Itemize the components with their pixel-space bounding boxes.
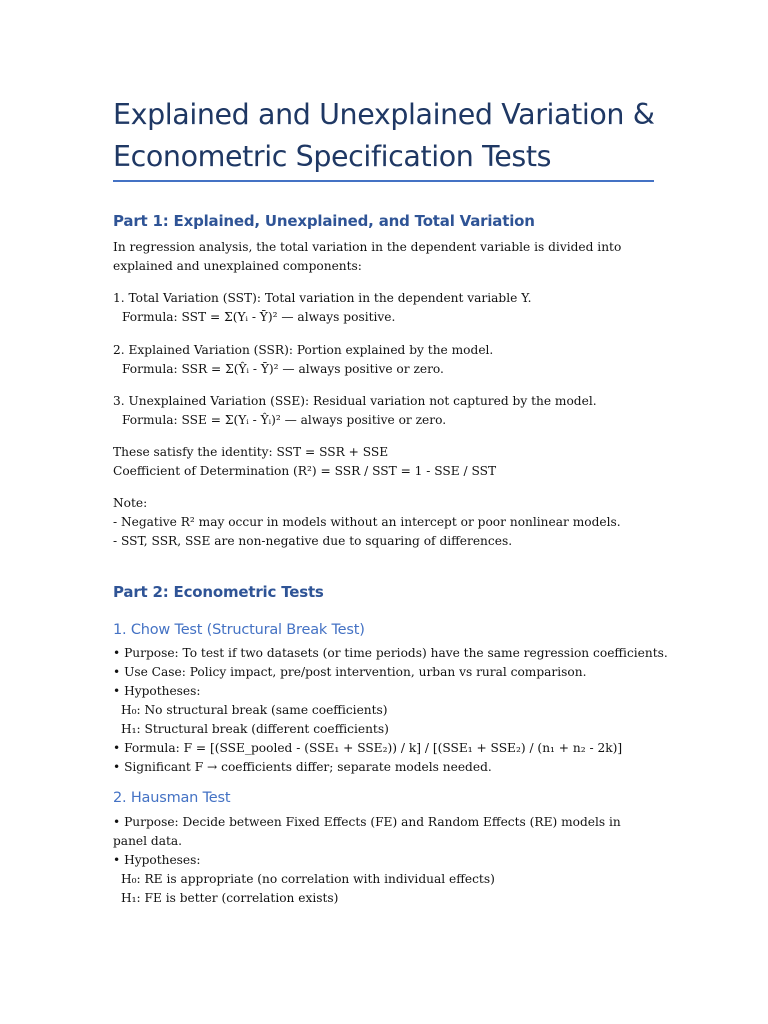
item-title: 3. Unexplained Variation (SSE): Residual variation not captured by the model. <box>113 394 597 408</box>
hausman-hypotheses-label: • Hypotheses: <box>113 853 201 867</box>
note-line: - SST, SSR, SSE are non-negative due to squaring of differences. <box>113 534 513 548</box>
title-line: Explained and Unexplained Variation & <box>113 98 655 131</box>
identity-block <box>113 443 658 481</box>
chow-conclusion: • Significant F → coefficients differ; separate models needed. <box>113 760 492 774</box>
intro-paragraph: In regression analysis, the total variation in the dependent variable is divided into explained and unexplained components: <box>113 240 622 273</box>
document-title <box>113 94 658 178</box>
hausman-alt-hypothesis: H₁: FE is better (correlation exists) <box>121 891 339 905</box>
chow-use-case: • Use Case: Policy impact, pre/post intervention, urban vs rural comparison. <box>113 665 587 679</box>
variation-item-ssr <box>113 341 658 379</box>
hausman-test-body <box>113 813 658 908</box>
r-squared-line: Coefficient of Determination (R²) = SSR / SST = 1 - SSE / SST <box>113 464 497 478</box>
hausman-purpose: • Purpose: Decide between Fixed Effects (FE) and Random Effects (RE) models in panel data. <box>113 815 621 848</box>
item-formula: Formula: SST = Σ(Yᵢ - Ȳ)² — always positive. <box>122 310 396 324</box>
hausman-null-hypothesis: H₀: RE is appropriate (no correlation with individual effects) <box>121 872 495 886</box>
part1-heading: Part 1: Explained, Unexplained, and Total Variation <box>113 212 535 230</box>
part1-intro <box>113 238 658 276</box>
identity-line: These satisfy the identity: SST = SSR + SSE <box>113 445 389 459</box>
item-formula: Formula: SSE = Σ(Yᵢ - Ŷᵢ)² — always positive or zero. <box>122 413 447 427</box>
chow-alt-hypothesis: H₁: Structural break (different coefficients) <box>121 722 389 736</box>
chow-formula: • Formula: F = [(SSE_pooled - (SSE₁ + SSE₂)) / k] / [(SSE₁ + SSE₂) / (n₁ + n₂ - 2k)] <box>113 741 623 755</box>
note-line: - Negative R² may occur in models without an intercept or poor nonlinear models. <box>113 515 621 529</box>
chow-test-body <box>113 644 668 777</box>
title-underline <box>113 180 654 182</box>
note-block <box>113 494 658 551</box>
variation-item-sst <box>113 289 658 327</box>
variation-item-sse <box>113 392 658 430</box>
item-formula: Formula: SSR = Σ(Ŷᵢ - Ȳ)² — always positive or zero. <box>122 362 444 376</box>
chow-test-heading: 1. Chow Test (Structural Break Test) <box>113 622 365 638</box>
chow-purpose: • Purpose: To test if two datasets (or time periods) have the same regression coefficients. <box>113 646 668 660</box>
chow-null-hypothesis: H₀: No structural break (same coefficients) <box>121 703 388 717</box>
hausman-test-heading: 2. Hausman Test <box>113 790 231 806</box>
item-title: 1. Total Variation (SST): Total variation in the dependent variable Y. <box>113 291 532 305</box>
title-line: Econometric Specification Tests <box>113 140 552 173</box>
part2-heading: Part 2: Econometric Tests <box>113 583 324 601</box>
note-label: Note: <box>113 496 148 510</box>
item-title: 2. Explained Variation (SSR): Portion explained by the model. <box>113 343 494 357</box>
chow-hypotheses-label: • Hypotheses: <box>113 684 201 698</box>
